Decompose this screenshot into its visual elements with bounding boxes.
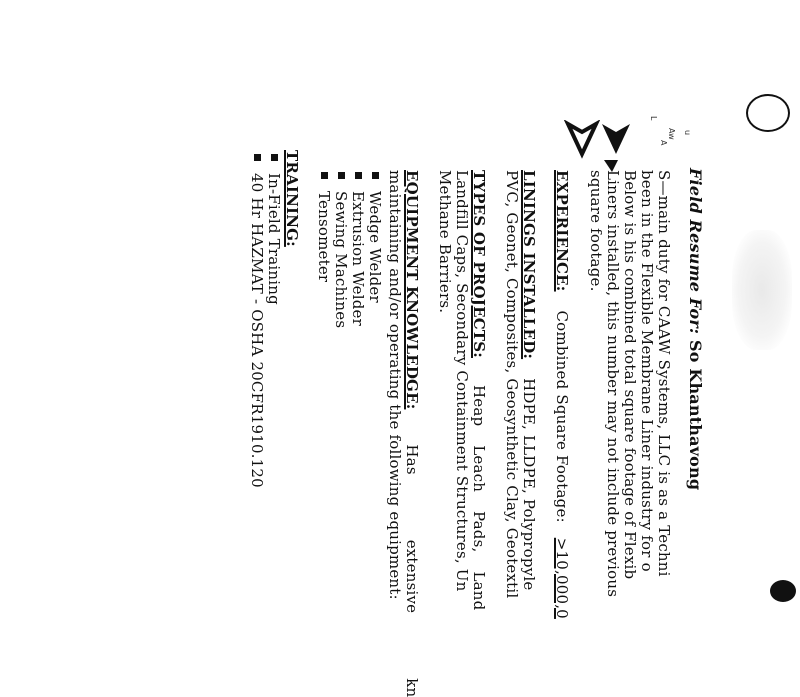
experience-line <box>553 170 570 619</box>
list-item: Tensometer <box>315 172 332 282</box>
experience-label: EXPERIENCE: <box>553 170 571 292</box>
black-dot-mark <box>770 580 796 602</box>
list-item: 40 Hr HAZMAT - OSHA 20CFR1910.120 <box>248 154 265 488</box>
bullet-icon <box>338 172 345 179</box>
title-prefix: Field Resume For: <box>686 168 705 335</box>
projects-line: Landfill Caps, Secondary Containment Structures, Un <box>453 170 471 592</box>
list-item: Wedge Welder <box>366 172 383 303</box>
projects-text: Heap Leach Pads, Land <box>470 384 488 611</box>
list-item: Sewing Machines <box>332 172 349 328</box>
list-item: Extrusion Welder <box>349 172 366 326</box>
scan-artifact-text: L <box>649 116 658 121</box>
linings-text: HDPE, LLDPE, Polypropyle <box>520 378 538 591</box>
intro-line: square footage. <box>587 170 605 292</box>
scan-artifact-text: Aw <box>667 128 676 140</box>
projects-label: TYPES OF PROJECTS: <box>470 170 488 358</box>
experience-value: >10,000,0 <box>553 537 571 619</box>
intro-line: S—main duty for CAAW Systems, LLC is as a Techni <box>655 170 673 577</box>
list-item: In-Field Training <box>265 154 282 305</box>
hole-punch-circle <box>746 94 790 132</box>
scan-smudge <box>732 230 792 350</box>
resume-title <box>687 168 704 490</box>
scan-artifact-text: u <box>683 130 692 136</box>
equipment-text: Has extensive kn <box>403 444 421 697</box>
bullet-icon <box>321 172 328 179</box>
intro-line: been in the Flexible Membrane Liner industry for o <box>638 170 656 572</box>
experience-text: Combined Square Footage: <box>553 310 571 523</box>
bullet-icon <box>355 172 362 179</box>
bullet-icon <box>372 172 379 179</box>
projects-line <box>470 170 487 610</box>
bullet-icon <box>254 154 261 161</box>
title-name: So Khanthavong <box>686 339 705 491</box>
linings-line: PVC, Geonet, Composites, Geosynthetic Clay, Geotextil <box>503 170 521 599</box>
scan-artifact-text: A <box>659 140 668 146</box>
training-label: TRAINING: <box>283 150 301 247</box>
bullet-icon <box>271 154 278 161</box>
projects-line: Methane Barriers. <box>436 170 454 314</box>
intro-line: Below is his combined total square footage of Flexib <box>621 170 639 580</box>
intro-line: Liners installed, this number may not include previous <box>604 170 622 598</box>
linings-line <box>520 170 537 590</box>
linings-label: LININGS INSTALLED: <box>520 170 538 360</box>
equipment-line: maintaining and/or operating the following equipment: <box>386 170 404 600</box>
equipment-label: EQUIPMENT KNOWLEDGE: <box>403 170 421 410</box>
